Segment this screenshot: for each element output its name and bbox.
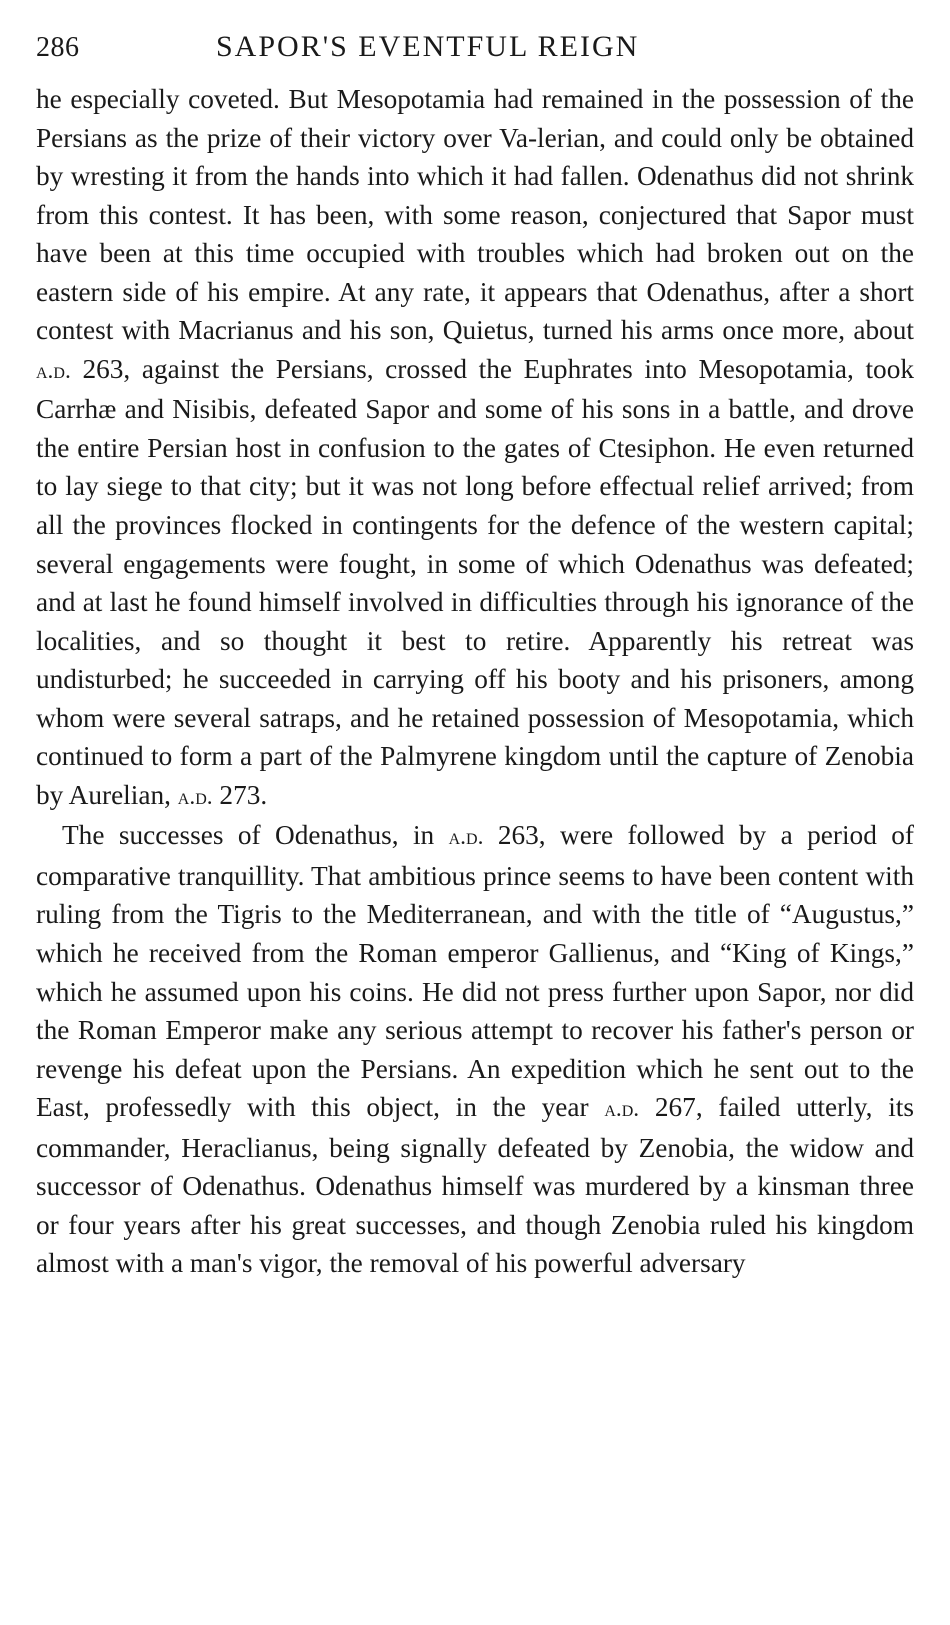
text-segment: The successes of Odenathus, in [62, 820, 449, 851]
running-head: SAPOR'S EVENTFUL REIGN [216, 30, 640, 63]
book-page [36, 30, 914, 1283]
page-number: 286 [36, 32, 80, 63]
era-abbreviation: a.d. [36, 357, 71, 384]
text-segment: 263, against the Persians, crossed the Euphrates into Mesopotamia, took Carrhæ and Nisibis, defeated Sapor and some of his sons in a battle, and drove the entire Persian host in confusion to the gates of Ctesiphon. He even returned to lay siege to that city; but it was not long before effectual relief arrived; from all the provinces flocked in contingents for the defence of the western capital; several engagements were fought, in some of which Odenathus was defeated; and at last he found himself involved in difficulties through his ignorance of the localities, and so thought it best to retire. Apparently his retreat was undisturbed; he succeeded in carrying off his booty and his prisoners, among whom were several satraps, and he retained possession of Mesopotamia, which continued to form a part of the Palmyrene kingdom until the capture of Zenobia by Aurelian, [36, 353, 914, 810]
era-abbreviation: a.d. [604, 1096, 640, 1123]
paragraph-2 [36, 816, 914, 1283]
text-segment: 273. [212, 779, 268, 810]
era-abbreviation: a.d. [448, 824, 484, 851]
text-segment: he especially coveted. But Mesopotamia had remained in the possession of the Persians as the prize of their victory over Va-lerian, and could only be obtained by wresting it from the hands into which it had fallen. Odenathus did not shrink from this contest. It has been, with some reason, conjectured that Sapor must have been at this time occupied with troubles which had broken out on the eastern side of his empire. At any rate, it appears that Odenathus, after a short contest with Macrianus and his son, Quietus, turned his arms once more, about [36, 84, 914, 346]
text-segment: 267, failed utterly, its commander, Heraclianus, being signally defeated by Zenobia, the widow and successor of Odenathus. Odenathus himself was murdered by a kinsman three or four years after his great successes, and though Zenobia ruled his kingdom almost with a man's vigor, the removal of his powerful adversary [36, 1092, 914, 1279]
page-header [36, 30, 914, 80]
text-segment: 263, were followed by a period of comparative tranquillity. That ambitious prince seems to have been content with ruling from the Tigris to the Mediterranean, and with the title of “Augustus,” which he received from the Roman emperor Gallienus, and “King of Kings,” which he assumed upon his coins. He did not press further upon Sapor, nor did the Roman Emperor make any serious attempt to recover his father's person or revenge his defeat upon the Persians. An expedition which he sent out to the East, professedly with this object, in the year [36, 820, 915, 1123]
paragraph-1 [36, 80, 914, 816]
era-abbreviation: a.d. [177, 783, 213, 810]
body-text [36, 80, 914, 1283]
